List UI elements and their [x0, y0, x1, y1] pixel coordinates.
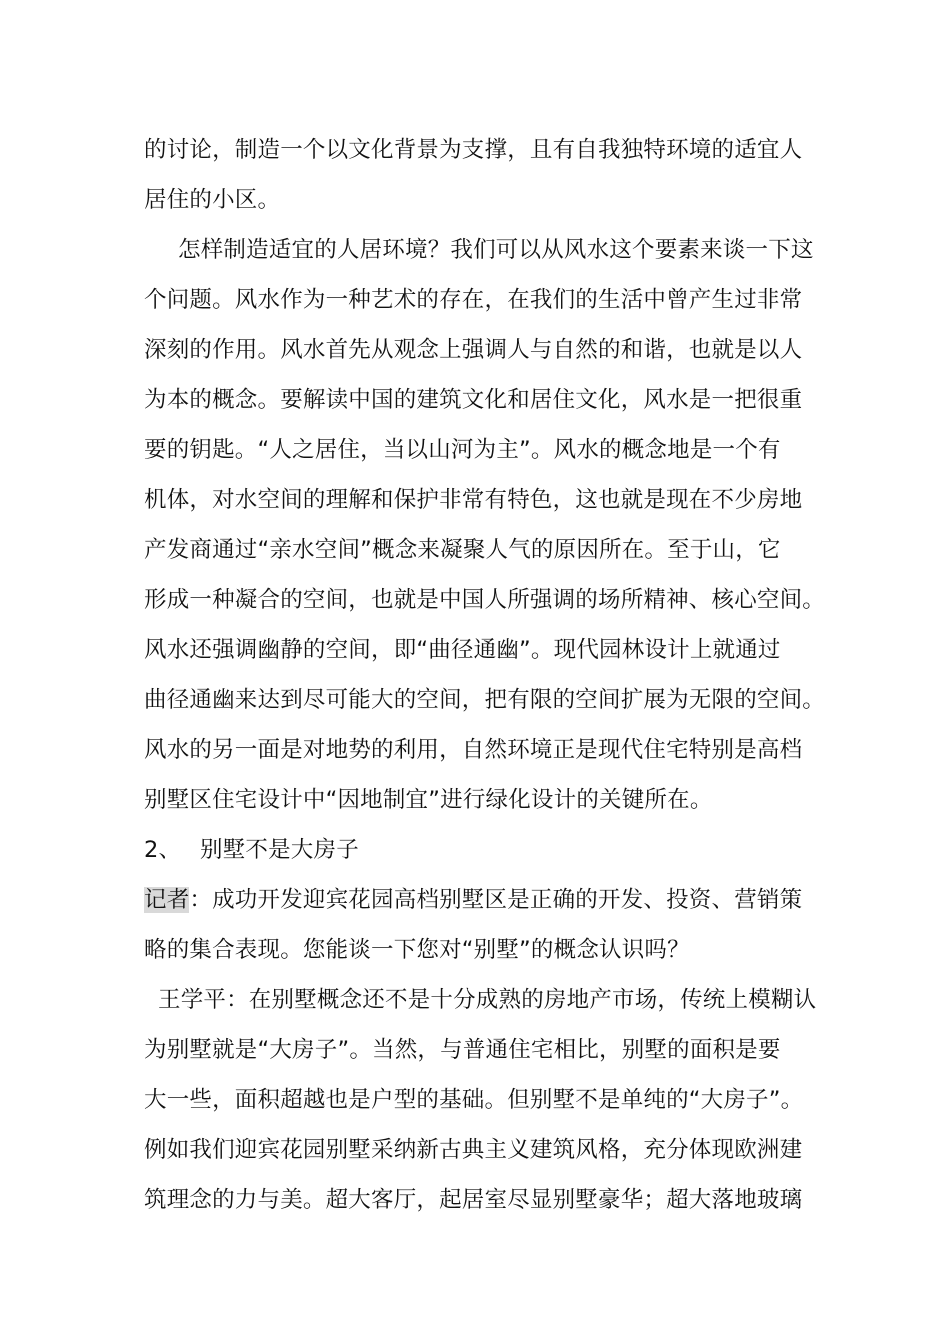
- question-line-1: [144, 885, 802, 915]
- paragraph-2-line-7: 产发商通过“亲水空间”概念来凝聚人气的原因所在。至于山，它: [144, 537, 781, 563]
- paragraph-2-line-5: 要的钥匙。“人之居住，当以山河为主”。风水的概念地是一个有: [144, 437, 781, 463]
- paragraph-2-line-11: 风水的另一面是对地势的利用，自然环境正是现代住宅特别是高档: [144, 737, 803, 763]
- answer-line-5: 筑理念的力与美。超大客厅，起居室尽显别墅豪华；超大落地玻璃: [144, 1187, 803, 1213]
- paragraph-2-line-10: 曲径通幽来达到尽可能大的空间，把有限的空间扩展为无限的空间。: [144, 687, 826, 713]
- paragraph-1-line-1: 的讨论，制造一个以文化背景为支撑，且有自我独特环境的适宜人: [144, 137, 803, 163]
- paragraph-2-line-8: 形成一种凝合的空间，也就是中国人所强调的场所精神、核心空间。: [144, 587, 826, 613]
- paragraph-2-line-4: 为本的概念。要解读中国的建筑文化和居住文化，风水是一把很重: [144, 387, 803, 413]
- paragraph-2-line-9: 风水还强调幽静的空间，即“曲径通幽”。现代园林设计上就通过: [144, 637, 781, 663]
- paragraph-2-line-6: 机体，对水空间的理解和保护非常有特色，这也就是现在不少房地: [144, 487, 803, 513]
- paragraph-2-line-1: 怎样制造适宜的人居环境？我们可以从风水这个要素来谈一下这: [178, 237, 814, 263]
- answer-line-3: 大一些，面积超越也是户型的基础。但别墅不是单纯的“大房子”。: [144, 1087, 804, 1113]
- answer-line-2: 为别墅就是“大房子”。当然，与普通住宅相比，别墅的面积是要: [144, 1037, 781, 1063]
- answer-line-4: 例如我们迎宾花园别墅采纳新古典主义建筑风格，充分体现欧洲建: [144, 1137, 803, 1163]
- section-number: 2、: [144, 837, 182, 863]
- section-heading: [144, 835, 359, 865]
- answer-line-1: 王学平：在别墅概念还不是十分成熟的房地产市场，传统上模糊认: [158, 987, 817, 1013]
- paragraph-2-line-2: 个问题。风水作为一种艺术的存在，在我们的生活中曾产生过非常: [144, 287, 803, 313]
- speaker-label: 记者: [144, 887, 190, 913]
- question-text-1: ：成功开发迎宾花园高档别墅区是正确的开发、投资、营销策: [189, 887, 803, 913]
- paragraph-2-line-12: 别墅区住宅设计中“因地制宜”进行绿化设计的关键所在。: [144, 787, 713, 813]
- question-line-2: 略的集合表现。您能谈一下您对“别墅”的概念认识吗？: [144, 937, 690, 963]
- paragraph-1-line-2: 居住的小区。: [144, 187, 281, 213]
- section-title: 别墅不是大房子: [200, 837, 359, 863]
- paragraph-2-line-3: 深刻的作用。风水首先从观念上强调人与自然的和谐，也就是以人: [144, 337, 803, 363]
